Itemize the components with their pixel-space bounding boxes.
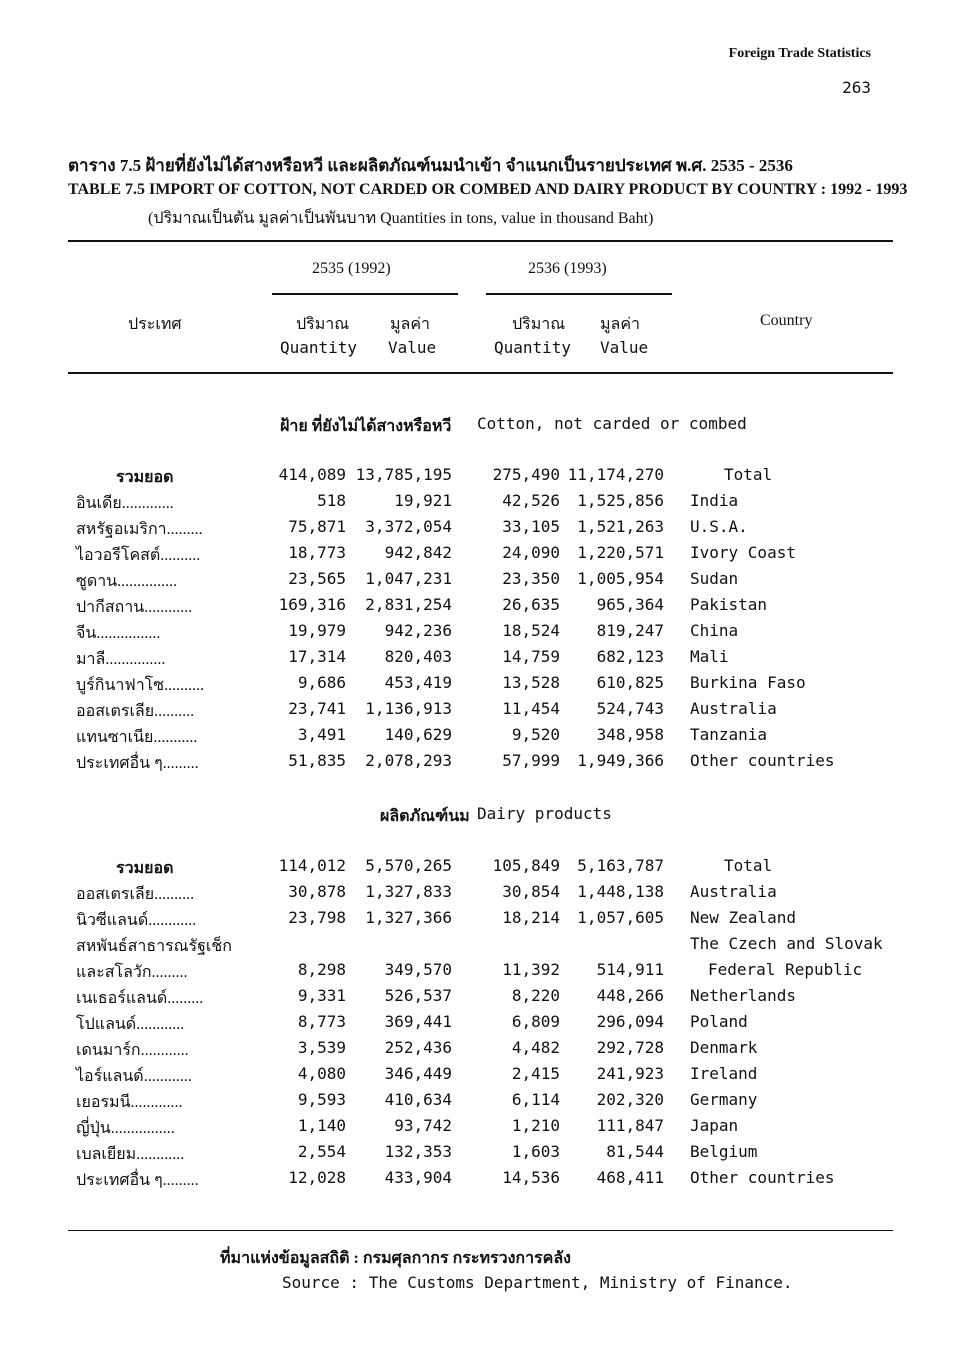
table-row — [0, 960, 966, 986]
table-row — [0, 517, 966, 543]
country-english-cell: Germany — [690, 1090, 758, 1109]
quantity-1992-cell: 9,331 — [297, 986, 346, 1005]
country-english-header: Country — [760, 312, 813, 329]
country-thai-cell: ไอวอรีโคสต์.......... — [76, 547, 201, 564]
country-english-cell: Burkina Faso — [690, 673, 806, 692]
quantity-1992-cell: 23,741 — [288, 699, 346, 718]
value-1992-cell: 1,047,231 — [365, 569, 452, 588]
quantity-english-header-1: Quantity — [280, 338, 358, 357]
quantity-1992-cell: 4,080 — [297, 1064, 346, 1083]
quantity-1992-cell: 9,686 — [297, 673, 346, 692]
value-1993-cell: 468,411 — [596, 1168, 664, 1187]
country-thai-cell: บูร์กินาฟาโซ.......... — [76, 677, 205, 694]
quantity-1992-cell: 9,593 — [297, 1090, 346, 1109]
table-row — [0, 751, 966, 777]
country-english-cell: Tanzania — [690, 725, 768, 744]
header-rule — [68, 372, 893, 374]
quantity-1993-cell: 42,526 — [502, 491, 560, 510]
bottom-rule — [68, 1230, 893, 1231]
country-english-cell: Denmark — [690, 1038, 758, 1057]
country-thai-cell: ไอร์แลนด์............ — [76, 1068, 192, 1085]
quantity-1992-cell: 1,140 — [297, 1116, 346, 1135]
value-1993-cell: 965,364 — [596, 595, 664, 614]
value-1992-cell: 369,441 — [384, 1012, 452, 1031]
quantity-1992-cell: 8,298 — [297, 960, 346, 979]
table-row — [0, 1012, 966, 1038]
country-thai-cell: โปแลนด์............ — [76, 1016, 185, 1033]
year1-header: 2535 (1992) — [312, 260, 391, 277]
quantity-1992-cell: 23,798 — [288, 908, 346, 927]
value-1992-cell: 140,629 — [384, 725, 452, 744]
quantity-1992-cell: 8,773 — [297, 1012, 346, 1031]
country-thai-cell: เดนมาร์ก............ — [76, 1042, 189, 1059]
value-1992-cell: 346,449 — [384, 1064, 452, 1083]
quantity-1993-cell: 18,524 — [502, 621, 560, 640]
page-number: 263 — [842, 78, 871, 97]
country-thai-cell: ญี่ปุ่น................ — [76, 1120, 175, 1137]
value-1993-cell: 111,847 — [596, 1116, 664, 1135]
value-1992-cell: 5,570,265 — [365, 856, 452, 875]
value-1993-cell: 819,247 — [596, 621, 664, 640]
value-thai-header-2: มูลค่า — [600, 316, 641, 333]
value-1993-cell: 524,743 — [596, 699, 664, 718]
section-title-english: Cotton, not carded or combed — [477, 414, 747, 433]
table-row — [0, 725, 966, 751]
country-english-cell: India — [690, 491, 739, 510]
value-1993-cell: 5,163,787 — [577, 856, 664, 875]
value-1993-cell: 81,544 — [606, 1142, 664, 1161]
country-thai-cell: ออสเตรเลีย.......... — [76, 703, 195, 720]
country-thai-cell: ซูดาน............... — [76, 573, 178, 590]
quantity-1993-cell: 6,809 — [511, 1012, 560, 1031]
country-english-cell: Australia — [690, 699, 777, 718]
country-thai-cell: และสโลวัก......... — [76, 964, 188, 981]
value-1993-cell: 514,911 — [596, 960, 664, 979]
quantity-1992-cell: 518 — [317, 491, 346, 510]
value-1992-cell: 3,372,054 — [365, 517, 452, 536]
value-english-header-2: Value — [600, 338, 649, 357]
value-1992-cell: 252,436 — [384, 1038, 452, 1057]
quantity-1992-cell: 2,554 — [297, 1142, 346, 1161]
value-1992-cell: 1,136,913 — [365, 699, 452, 718]
quantity-1993-cell: 6,114 — [511, 1090, 560, 1109]
value-1993-cell: 448,266 — [596, 986, 664, 1005]
quantity-1993-cell: 26,635 — [502, 595, 560, 614]
value-1992-cell: 410,634 — [384, 1090, 452, 1109]
value-1993-cell: 202,320 — [596, 1090, 664, 1109]
table-row — [0, 569, 966, 595]
value-1993-cell: 348,958 — [596, 725, 664, 744]
quantity-1992-cell: 23,565 — [288, 569, 346, 588]
table-row — [0, 1168, 966, 1194]
quantity-english-header-2: Quantity — [494, 338, 572, 357]
table-row — [0, 934, 966, 960]
quantity-1993-cell: 23,350 — [502, 569, 560, 588]
country-thai-cell: ออสเตรเลีย.......... — [76, 886, 195, 903]
country-english-cell: Federal Republic — [708, 960, 863, 979]
quantity-1993-cell: 30,854 — [502, 882, 560, 901]
country-thai-cell: อินเดีย............. — [76, 495, 174, 512]
country-thai-cell: รวมยอด — [116, 860, 174, 877]
quantity-1992-cell: 75,871 — [288, 517, 346, 536]
quantity-1993-cell: 1,210 — [511, 1116, 560, 1135]
value-1992-cell: 820,403 — [384, 647, 452, 666]
quantity-1993-cell: 18,214 — [502, 908, 560, 927]
country-english-cell: The Czech and Slovak — [690, 934, 883, 953]
table-title-english: TABLE 7.5 IMPORT OF COTTON, NOT CARDED OR COMBED AND DAIRY PRODUCT BY COUNTRY : 1992 - 1993 — [68, 181, 908, 198]
quantity-1992-cell: 414,089 — [278, 465, 346, 484]
country-english-cell: Total — [724, 856, 773, 875]
country-thai-cell: นิวซีแลนด์............ — [76, 912, 197, 929]
quantity-1992-cell: 12,028 — [288, 1168, 346, 1187]
quantity-thai-header-1: ปริมาณ — [296, 316, 350, 333]
value-1993-cell: 682,123 — [596, 647, 664, 666]
quantity-1992-cell: 3,539 — [297, 1038, 346, 1057]
quantity-1993-cell: 2,415 — [511, 1064, 560, 1083]
country-thai-cell: สหรัฐอเมริกา......... — [76, 521, 203, 538]
quantity-1993-cell: 14,759 — [502, 647, 560, 666]
section-title-thai: ฝ้าย ที่ยังไม่ได้สางหรือหวี — [280, 418, 452, 435]
table-row — [0, 543, 966, 569]
value-thai-header-1: มูลค่า — [390, 316, 431, 333]
quantity-1993-cell: 13,528 — [502, 673, 560, 692]
year1-rule — [272, 293, 458, 295]
value-1992-cell: 942,842 — [384, 543, 452, 562]
value-1993-cell: 1,005,954 — [577, 569, 664, 588]
country-english-cell: Total — [724, 465, 773, 484]
country-thai-cell: แทนซาเนีย........... — [76, 729, 198, 746]
country-thai-cell: เยอรมนี............. — [76, 1094, 183, 1111]
quantity-1993-cell: 14,536 — [502, 1168, 560, 1187]
country-thai-cell: ปากีสถาน............ — [76, 599, 193, 616]
quantity-1993-cell: 4,482 — [511, 1038, 560, 1057]
country-english-cell: New Zealand — [690, 908, 796, 927]
quantity-1992-cell: 169,316 — [278, 595, 346, 614]
value-1992-cell: 2,831,254 — [365, 595, 452, 614]
table-row — [0, 465, 966, 491]
table-title-thai: ตาราง 7.5 ฝ้ายที่ยังไม่ได้สางหรือหวี และผลิตภัณฑ์นมนำเข้า จำแนกเป็นรายประเทศ พ.ศ. 2535 - 2536 — [68, 156, 793, 175]
country-thai-cell: สหพันธ์สาธารณรัฐเช็ก — [76, 938, 232, 955]
quantity-1993-cell: 275,490 — [492, 465, 560, 484]
quantity-1992-cell: 3,491 — [297, 725, 346, 744]
value-1992-cell: 2,078,293 — [365, 751, 452, 770]
quantity-1993-cell: 24,090 — [502, 543, 560, 562]
year2-header: 2536 (1993) — [528, 260, 607, 277]
value-1993-cell: 296,094 — [596, 1012, 664, 1031]
country-english-cell: Pakistan — [690, 595, 768, 614]
quantity-1992-cell: 114,012 — [278, 856, 346, 875]
source-note-english: Source : The Customs Department, Ministry of Finance. — [282, 1273, 793, 1292]
table-row — [0, 1064, 966, 1090]
table-row — [0, 491, 966, 517]
table-row — [0, 1116, 966, 1142]
country-thai-cell: ประเทศอื่น ๆ......... — [76, 755, 199, 772]
country-english-cell: Sudan — [690, 569, 739, 588]
value-1992-cell: 1,327,366 — [365, 908, 452, 927]
top-rule — [68, 240, 893, 242]
country-thai-cell: เบลเยียม............ — [76, 1146, 185, 1163]
table-row — [0, 621, 966, 647]
quantity-1992-cell: 19,979 — [288, 621, 346, 640]
value-1992-cell: 433,904 — [384, 1168, 452, 1187]
source-note-thai: ที่มาแห่งข้อมูลสถิติ : กรมศุลกากร กระทรวงการคลัง — [220, 1250, 571, 1267]
value-1992-cell: 526,537 — [384, 986, 452, 1005]
country-english-cell: Australia — [690, 882, 777, 901]
value-1993-cell: 292,728 — [596, 1038, 664, 1057]
value-english-header-1: Value — [388, 338, 437, 357]
quantity-1992-cell: 18,773 — [288, 543, 346, 562]
country-thai-cell: ประเทศอื่น ๆ......... — [76, 1172, 199, 1189]
quantity-1993-cell: 11,454 — [502, 699, 560, 718]
country-thai-cell: รวมยอด — [116, 469, 174, 486]
table-row — [0, 699, 966, 725]
table-row — [0, 908, 966, 934]
country-thai-cell: มาลี............... — [76, 651, 166, 668]
value-1993-cell: 1,525,856 — [577, 491, 664, 510]
section-title-english: Dairy products — [477, 804, 612, 823]
value-1992-cell: 132,353 — [384, 1142, 452, 1161]
quantity-1993-cell: 105,849 — [492, 856, 560, 875]
section-title-thai: ผลิตภัณฑ์นม — [380, 808, 470, 825]
value-1992-cell: 453,419 — [384, 673, 452, 692]
value-1992-cell: 349,570 — [384, 960, 452, 979]
country-english-cell: Other countries — [690, 751, 835, 770]
country-english-cell: Japan — [690, 1116, 739, 1135]
value-1993-cell: 241,923 — [596, 1064, 664, 1083]
country-thai-cell: เนเธอร์แลนด์......... — [76, 990, 204, 1007]
country-english-cell: Poland — [690, 1012, 748, 1031]
value-1993-cell: 1,521,263 — [577, 517, 664, 536]
quantity-1992-cell: 17,314 — [288, 647, 346, 666]
value-1993-cell: 1,949,366 — [577, 751, 664, 770]
value-1992-cell: 942,236 — [384, 621, 452, 640]
quantity-1993-cell: 57,999 — [502, 751, 560, 770]
table-units-note: (ปริมาณเป็นตัน มูลค่าเป็นพันบาท Quantities in tons, value in thousand Baht) — [148, 210, 654, 227]
country-english-cell: Netherlands — [690, 986, 796, 1005]
country-english-cell: Belgium — [690, 1142, 758, 1161]
value-1993-cell: 1,220,571 — [577, 543, 664, 562]
table-row — [0, 856, 966, 882]
year2-rule — [486, 293, 672, 295]
country-english-cell: Mali — [690, 647, 729, 666]
country-english-cell: China — [690, 621, 739, 640]
country-english-cell: Other countries — [690, 1168, 835, 1187]
country-english-cell: Ireland — [690, 1064, 758, 1083]
value-1993-cell: 11,174,270 — [567, 465, 664, 484]
quantity-1992-cell: 51,835 — [288, 751, 346, 770]
country-english-cell: U.S.A. — [690, 517, 748, 536]
country-thai-header: ประเทศ — [128, 316, 182, 333]
quantity-1993-cell: 1,603 — [511, 1142, 560, 1161]
quantity-1992-cell: 30,878 — [288, 882, 346, 901]
value-1992-cell: 93,742 — [394, 1116, 452, 1135]
table-row — [0, 882, 966, 908]
table-row — [0, 673, 966, 699]
quantity-1993-cell: 8,220 — [511, 986, 560, 1005]
table-row — [0, 595, 966, 621]
quantity-thai-header-2: ปริมาณ — [512, 316, 566, 333]
value-1993-cell: 610,825 — [596, 673, 664, 692]
value-1992-cell: 1,327,833 — [365, 882, 452, 901]
value-1993-cell: 1,057,605 — [577, 908, 664, 927]
table-row — [0, 647, 966, 673]
quantity-1993-cell: 33,105 — [502, 517, 560, 536]
value-1992-cell: 19,921 — [394, 491, 452, 510]
quantity-1993-cell: 9,520 — [511, 725, 560, 744]
running-head: Foreign Trade Statistics — [728, 46, 871, 61]
table-row — [0, 1142, 966, 1168]
quantity-1993-cell: 11,392 — [502, 960, 560, 979]
value-1993-cell: 1,448,138 — [577, 882, 664, 901]
table-row — [0, 986, 966, 1012]
table-row — [0, 1038, 966, 1064]
value-1992-cell: 13,785,195 — [355, 465, 452, 484]
country-english-cell: Ivory Coast — [690, 543, 796, 562]
country-thai-cell: จีน................ — [76, 625, 161, 642]
table-row — [0, 1090, 966, 1116]
